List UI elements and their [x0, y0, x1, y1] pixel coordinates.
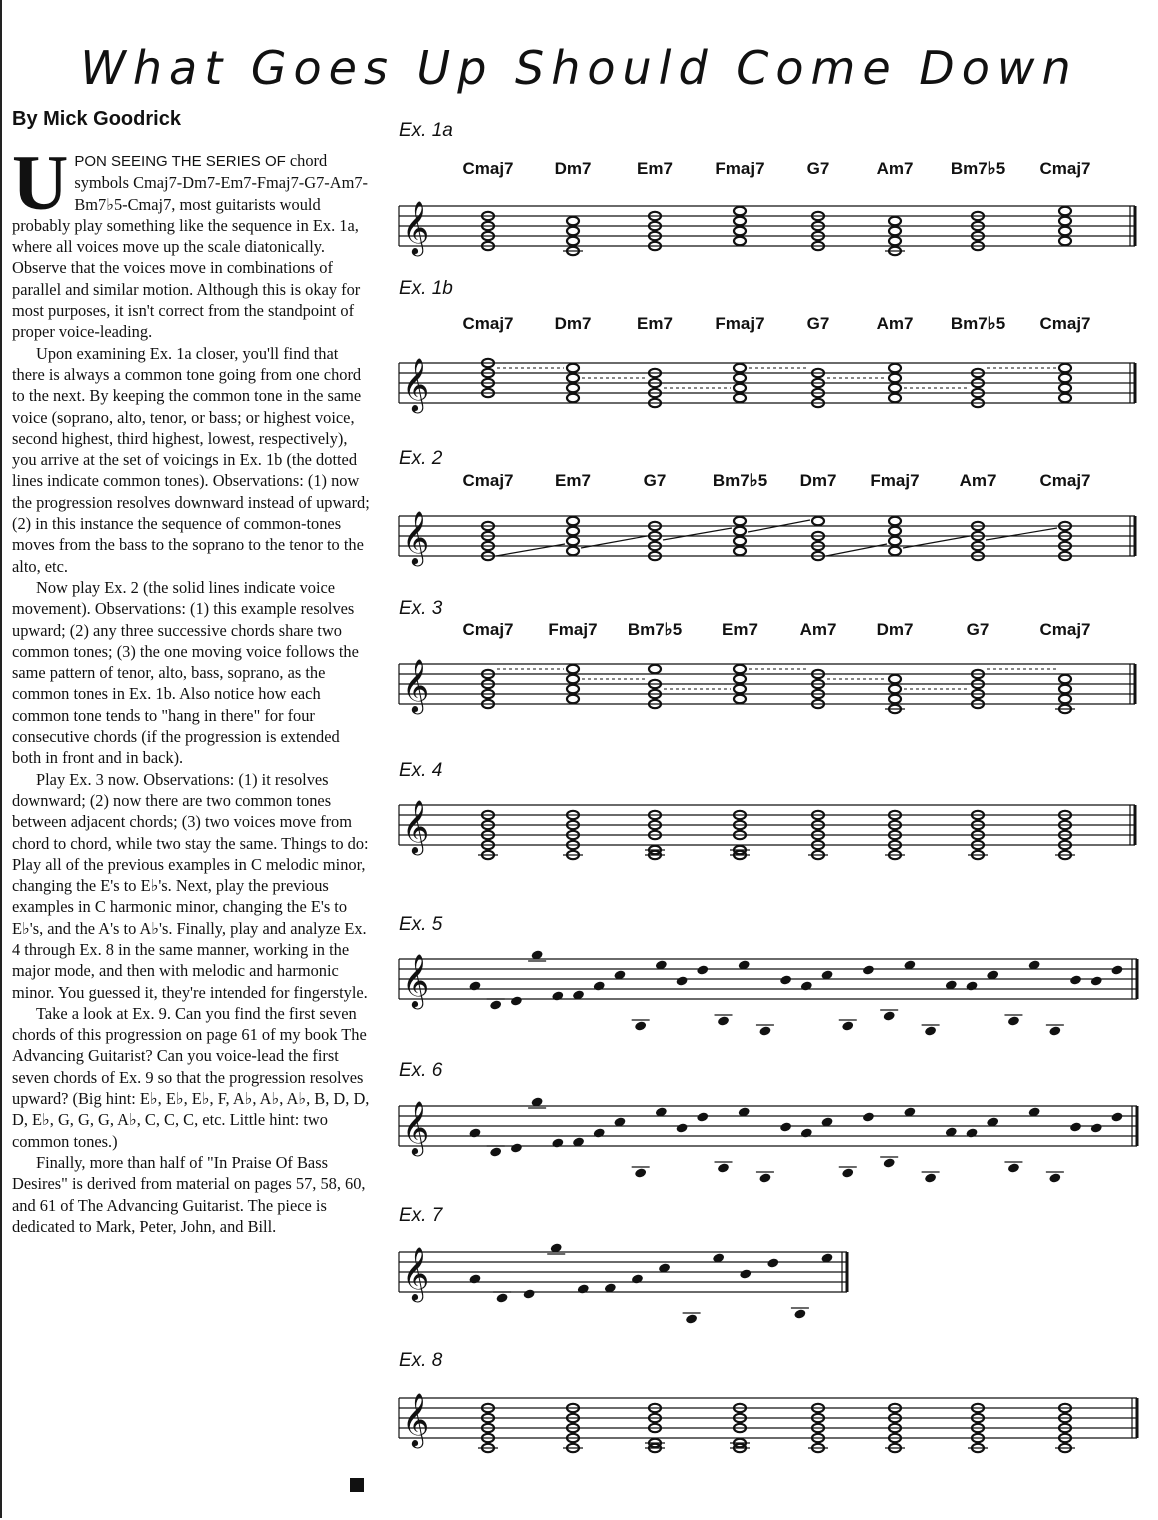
whole-note: [1059, 675, 1071, 683]
quarter-note: [758, 1172, 771, 1183]
article-paragraph-5: Take a look at Ex. 9. Can you find the first seven chords of this progression on page 61 of my book The Advancing Guitarist? Can you voice-lead the first seven chords of Ex. 9 so that the progression resolves upward? (Big hint: E♭, E♭, E♭, F, A♭, A♭, A♭, B, D, D, D, E♭, G, G, G, A♭, C, C, C, etc. Little hint: two common tones.): [12, 1003, 370, 1151]
quarter-note: [717, 1162, 730, 1173]
example-label: Ex. 1b: [399, 278, 453, 299]
chord-symbol: Em7: [555, 471, 591, 490]
staff: [399, 206, 1135, 246]
whole-note: [734, 695, 746, 703]
quarter-note: [551, 1137, 564, 1148]
whole-note: [889, 394, 901, 402]
chord-symbol: Em7: [637, 314, 673, 333]
quarter-note: [577, 1283, 590, 1294]
quarter-note: [676, 1122, 689, 1133]
whole-note: [567, 374, 579, 382]
whole-note: [567, 695, 579, 703]
whole-note: [734, 217, 746, 225]
whole-note: [734, 537, 746, 545]
whole-note: [734, 547, 746, 555]
chord-symbol: Cmaj7: [1039, 159, 1091, 178]
chord-notes: [649, 665, 661, 708]
chord-symbol: Fmaj7: [548, 620, 598, 639]
whole-note: [734, 394, 746, 402]
chord-symbol: Dm7: [554, 314, 592, 333]
whole-note: [889, 695, 901, 703]
quarter-note: [593, 1127, 606, 1138]
whole-note: [567, 384, 579, 392]
chord-symbol: Am7: [876, 159, 914, 178]
staff: [399, 805, 1135, 845]
quarter-note: [766, 1257, 779, 1268]
chord-symbol: Bm7♭5: [712, 471, 768, 490]
chord-notes: [649, 522, 661, 560]
whole-note: [567, 537, 579, 545]
chord-notes: [972, 522, 984, 560]
staff: [399, 363, 1135, 403]
example-label: Ex. 2: [399, 448, 443, 469]
whole-note: [567, 517, 579, 525]
quarter-note: [468, 980, 481, 991]
quarter-note: [862, 964, 875, 975]
chord-notes: [649, 212, 661, 250]
chord-symbol: G7: [966, 620, 990, 639]
chord-symbol: Cmaj7: [462, 471, 514, 490]
quarter-note: [496, 1292, 509, 1303]
example-label: Ex. 7: [399, 1205, 443, 1226]
treble-clef-icon: 𝄞: [402, 1392, 430, 1446]
whole-note: [889, 227, 901, 235]
whole-note: [889, 675, 901, 683]
chord-symbol: Cmaj7: [1039, 471, 1091, 490]
whole-note: [734, 374, 746, 382]
chord-symbol: Cmaj7: [462, 620, 514, 639]
quarter-note: [1090, 975, 1103, 986]
whole-note: [649, 665, 661, 673]
staff: [399, 516, 1135, 556]
quarter-note: [1007, 1162, 1020, 1173]
quarter-note: [1069, 1121, 1082, 1132]
whole-note: [1059, 695, 1071, 703]
quarter-note: [510, 995, 523, 1006]
quarter-note: [631, 1273, 644, 1284]
article-paragraph-1: [12, 139, 372, 343]
quarter-note: [800, 980, 813, 991]
end-mark-icon: [350, 1478, 364, 1492]
whole-note: [734, 527, 746, 535]
chord-notes: [482, 670, 494, 708]
example-label: Ex. 4: [399, 760, 443, 781]
quarter-note: [841, 1167, 854, 1178]
quarter-note: [1069, 974, 1082, 985]
whole-note: [734, 675, 746, 683]
staff: [399, 959, 1137, 999]
quarter-note: [1007, 1015, 1020, 1026]
chord-notes: [649, 369, 661, 407]
chord-symbol: Am7: [799, 620, 837, 639]
chord-symbol: Fmaj7: [715, 159, 765, 178]
whole-note: [889, 364, 901, 372]
quarter-note: [696, 1111, 709, 1122]
whole-note: [567, 227, 579, 235]
whole-note: [567, 665, 579, 673]
chord-notes: [812, 517, 824, 560]
chord-symbol: Bm7♭5: [627, 620, 683, 639]
example-label: Ex. 1a: [399, 120, 453, 141]
chord-symbol: Em7: [637, 159, 673, 178]
quarter-note: [1090, 1122, 1103, 1133]
quarter-note: [841, 1020, 854, 1031]
whole-note: [889, 517, 901, 525]
treble-clef-icon: 𝄞: [402, 357, 430, 411]
drop-cap: U: [12, 139, 69, 226]
quarter-note: [924, 1025, 937, 1036]
quarter-note: [862, 1111, 875, 1122]
quarter-note: [685, 1313, 698, 1324]
whole-note: [567, 685, 579, 693]
staff: [399, 1398, 1137, 1438]
chord-symbol: Am7: [876, 314, 914, 333]
quarter-note: [676, 975, 689, 986]
quarter-note: [965, 1127, 978, 1138]
chord-notes: [972, 670, 984, 708]
quarter-note: [924, 1172, 937, 1183]
treble-clef-icon: 𝄞: [402, 200, 430, 254]
quarter-note: [1048, 1172, 1061, 1183]
chord-symbol: Cmaj7: [1039, 620, 1091, 639]
article-paragraph-3: Now play Ex. 2 (the solid lines indicate voice movement). Observations: (1) this example resolves upward; (2) any three successive chords share two common tones; (3) the one moving voice follows the same pattern of tenor, alto, bass, soprano, as the common tones in Ex. 1b. Also notice how each common tone tends to "hang in there" for four consecutive chords (if the progression is extended both in front and in back).: [12, 577, 359, 768]
paragraph-text: chord symbols Cmaj7-Dm7-Em7-Fmaj7-G7-Am7-Bm7♭5-Cmaj7, most guitarists would probably play something like the sequence in Ex. 1a, where all voices move up the scale diatonically. Observe that the voices move in combinations of parallel and similar motion. Although this is okay for most purposes, it isn't correct from the standpoint of proper voice-leading.: [12, 151, 368, 342]
quarter-note: [593, 980, 606, 991]
chord-symbol: Fmaj7: [870, 471, 920, 490]
quarter-note: [510, 1142, 523, 1153]
whole-note: [889, 527, 901, 535]
chord-symbol: Bm7♭5: [950, 159, 1006, 178]
page-title: What Goes Up Should Come Down: [80, 40, 1078, 95]
article-paragraph-6: Finally, more than half of "In Praise Of Bass Desires" is derived from material on pages 57, 58, 60, and 61 of The Advancing Guitarist. The piece is dedicated to Mark, Peter, John, and Bill.: [12, 1152, 366, 1236]
chord-symbol: Bm7♭5: [950, 314, 1006, 333]
voice-movement-line: [663, 528, 732, 540]
article-body: [12, 139, 372, 1237]
treble-clef-icon: 𝄞: [402, 510, 430, 564]
quarter-note: [800, 1127, 813, 1138]
whole-note: [1059, 394, 1071, 402]
music-examples: [385, 118, 1155, 1508]
quarter-note: [468, 1273, 481, 1284]
quarter-note: [758, 1025, 771, 1036]
example-label: Ex. 8: [399, 1350, 443, 1371]
chord-symbol: G7: [643, 471, 667, 490]
quarter-note: [883, 1157, 896, 1168]
whole-note: [567, 237, 579, 245]
whole-note: [734, 237, 746, 245]
whole-note: [567, 547, 579, 555]
whole-note: [812, 517, 824, 525]
whole-note: [1059, 685, 1071, 693]
whole-note: [1059, 207, 1071, 215]
chord-notes: [812, 212, 824, 250]
whole-note: [567, 675, 579, 683]
whole-note: [889, 547, 901, 555]
quarter-note: [696, 964, 709, 975]
lead-in: PON SEEING THE SERIES OF: [74, 153, 286, 170]
whole-note: [889, 237, 901, 245]
whole-note: [734, 384, 746, 392]
quarter-note: [1048, 1025, 1061, 1036]
quarter-note: [717, 1015, 730, 1026]
quarter-note: [779, 974, 792, 985]
whole-note: [567, 527, 579, 535]
whole-note: [889, 384, 901, 392]
quarter-note: [489, 999, 502, 1010]
chord-symbol: Am7: [959, 471, 997, 490]
quarter-note: [883, 1010, 896, 1021]
chord-symbol: Dm7: [876, 620, 914, 639]
chord-notes: [482, 359, 494, 397]
treble-clef-icon: 𝄞: [402, 799, 430, 853]
quarter-note: [965, 980, 978, 991]
byline: By Mick Goodrick: [12, 108, 181, 130]
whole-note: [734, 207, 746, 215]
quarter-note: [1110, 1111, 1123, 1122]
quarter-note: [634, 1167, 647, 1178]
whole-note: [734, 364, 746, 372]
whole-note: [889, 217, 901, 225]
whole-note: [567, 217, 579, 225]
quarter-note: [468, 1127, 481, 1138]
chord-symbol: Cmaj7: [462, 159, 514, 178]
example-label: Ex. 5: [399, 914, 443, 935]
staff: [399, 664, 1135, 704]
whole-note: [1059, 364, 1071, 372]
quarter-note: [634, 1020, 647, 1031]
whole-note: [734, 517, 746, 525]
treble-clef-icon: 𝄞: [402, 1100, 430, 1154]
whole-note: [1059, 374, 1071, 382]
chord-symbol: Em7: [722, 620, 758, 639]
staff: [399, 1252, 847, 1292]
quarter-note: [489, 1146, 502, 1157]
quarter-note: [551, 990, 564, 1001]
example-label: Ex. 3: [399, 598, 443, 619]
chord-symbol: Cmaj7: [1039, 314, 1091, 333]
treble-clef-icon: 𝄞: [402, 658, 430, 712]
whole-note: [889, 374, 901, 382]
whole-note: [1059, 237, 1071, 245]
treble-clef-icon: 𝄞: [402, 953, 430, 1007]
chord-notes: [812, 369, 824, 407]
whole-note: [1059, 227, 1071, 235]
chord-notes: [972, 212, 984, 250]
staff: [399, 1106, 1137, 1146]
chord-symbol: Fmaj7: [715, 314, 765, 333]
whole-note: [1059, 384, 1071, 392]
whole-note: [567, 364, 579, 372]
chord-symbol: G7: [806, 159, 830, 178]
whole-note: [734, 665, 746, 673]
chord-notes: [482, 522, 494, 560]
chord-notes: [812, 670, 824, 708]
article-paragraph-2: Upon examining Ex. 1a closer, you'll find that there is always a common tone going from one chord to the next. By keeping the common tone in the same voice (soprano, alto, tenor, or bass; or highest voice, second highest, third highest, lowest, respectively), you arrive at the set of voicings in Ex. 1b (the dotted lines indicate common tones). Observations: (1) now the progression resolves downward instead of upward; (2) in this instance the sequence of common-tones moves from the bass to the soprano to the tenor to the alto, etc.: [12, 343, 370, 576]
chord-notes: [972, 369, 984, 407]
example-label: Ex. 6: [399, 1060, 443, 1081]
chord-symbol: Cmaj7: [462, 314, 514, 333]
whole-note: [734, 685, 746, 693]
quarter-note: [1110, 964, 1123, 975]
treble-clef-icon: 𝄞: [402, 1246, 430, 1300]
chord-symbol: Dm7: [799, 471, 837, 490]
chord-symbol: Dm7: [554, 159, 592, 178]
article-paragraph-4: Play Ex. 3 now. Observations: (1) it resolves downward; (2) now there are two common tones between adjacent chords; (3) two voices move from chord to chord, while two stay the same. Things to do: Play all of the previous examples in C melodic minor, changing the E's to E♭'s. Next, play the previous examples in C harmonic minor, changing the E's to E♭'s, and the A's to A♭'s. Finally, play and analyze Ex. 4 through Ex. 8 in the same manner, working in the major mode, and then with melodic and harmonic minor. You guessed it, they're intended for fingerstyle.: [12, 769, 369, 1002]
whole-note: [734, 227, 746, 235]
whole-note: [1059, 217, 1071, 225]
chord-symbol: G7: [806, 314, 830, 333]
quarter-note: [793, 1308, 806, 1319]
quarter-note: [739, 1268, 752, 1279]
quarter-note: [523, 1288, 536, 1299]
chord-notes: [482, 212, 494, 250]
whole-note: [889, 685, 901, 693]
voice-movement-line: [986, 528, 1057, 540]
chord-notes: [1059, 522, 1071, 560]
whole-note: [889, 537, 901, 545]
whole-note: [567, 394, 579, 402]
quarter-note: [779, 1121, 792, 1132]
